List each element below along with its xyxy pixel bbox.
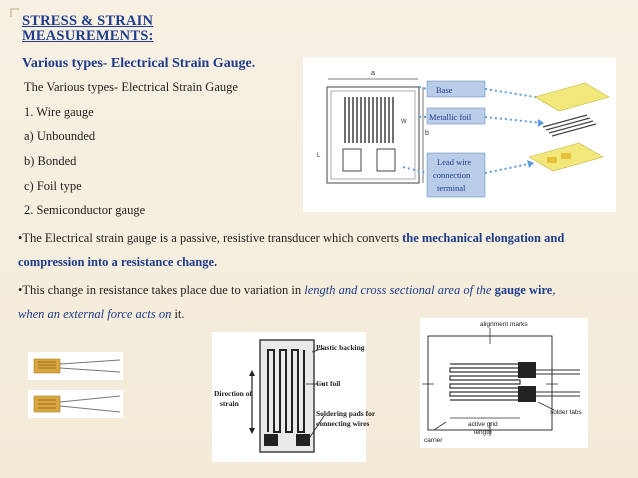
corner-mark-icon [10, 8, 20, 18]
list-item: b) Bonded [24, 154, 77, 169]
dim-w-label: W [401, 119, 407, 125]
foil-gauge-figure [303, 57, 616, 212]
solder-tabs-label: solder tabs [550, 409, 582, 416]
slide-title [22, 14, 154, 44]
list-item: 2. Semiconductor gauge [24, 203, 146, 218]
grid-gauge-figure [420, 318, 588, 448]
direction-label-1: Direction of [214, 389, 252, 398]
base-sheet [535, 83, 609, 111]
base-label: Base [436, 85, 453, 95]
para2-prefix: •This change in resistance takes place due to variation in [18, 283, 305, 297]
list-item: c) Foil type [24, 178, 82, 193]
cut-foil-figure [212, 332, 376, 462]
gauge-photo-2 [28, 390, 123, 418]
paragraph-definition [18, 226, 576, 274]
lead-label-line1: Lead wire [437, 157, 472, 167]
soldering-pads-label-1: Soldering pads for [316, 409, 376, 418]
alignment-marks-label: alignment marks [480, 321, 528, 328]
list-item: 1. Wire gauge [24, 104, 94, 119]
para1-prefix: •The Electrical strain gauge is a passive, resistive transducer which converts [18, 231, 403, 245]
lead-label-line3: terminal [437, 183, 466, 193]
para2-bold: gauge wire [494, 283, 553, 297]
foil-label: Metallic foil [429, 112, 472, 122]
para2-italic1: length and cross sectional area of the [304, 283, 495, 297]
slide-subtitle: Various types- Electrical Strain Gauge. [22, 56, 256, 71]
title-line-1: STRESS & STRAIN [22, 13, 154, 29]
dim-a-label: a [371, 70, 375, 77]
soldering-pads-label-2: connecting wires [316, 419, 370, 428]
dim-l-label: L [317, 153, 321, 159]
carrier-label: carrier [424, 437, 443, 444]
gauge-type-list [24, 78, 238, 226]
active-grid-label-1: active grid [468, 421, 498, 428]
foil-gauge-diagram [303, 57, 616, 212]
para1-bold: the mechanical elongation and compression into a resistance change. [18, 231, 565, 269]
active-grid-label-2: length [474, 429, 492, 436]
para2-italic2: , when an external force acts on [18, 283, 556, 321]
dim-b-label: b [425, 130, 429, 137]
cut-foil-label: Cut foil [316, 379, 341, 388]
gauge-photo-1 [28, 352, 123, 380]
direction-label-2: strain [220, 399, 239, 408]
para2-suffix: it. [171, 307, 185, 321]
plastic-backing-label: Plastic backing [316, 343, 365, 352]
list-item: The Various types- Electrical Strain Gauge [24, 80, 238, 94]
lead-label-line2: connection [433, 170, 471, 180]
list-item: a) Unbounded [24, 129, 96, 144]
title-line-2: MEASUREMENTS: [22, 28, 154, 44]
